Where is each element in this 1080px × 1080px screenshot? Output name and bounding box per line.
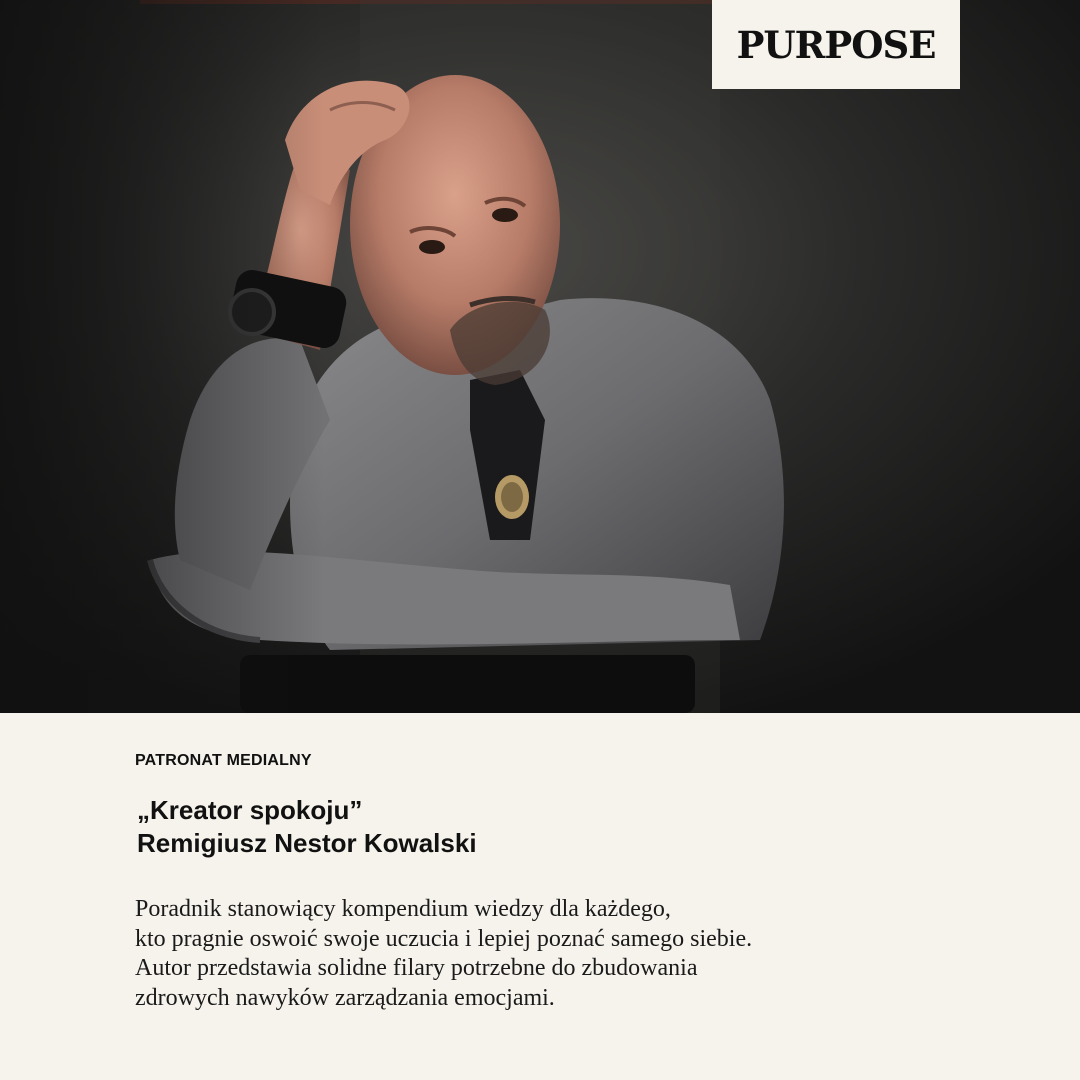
title-block (137, 794, 477, 860)
brand-logo: PURPOSE (736, 22, 936, 67)
author-name: Remigiusz Nestor Kowalski (137, 828, 477, 858)
description-line: kto pragnie oswoić swoje uczucia i lepiej poznać samego siebie. (135, 925, 753, 952)
book-title: „Kreator spokoju” (137, 795, 363, 825)
description-line: zdrowych nawyków zarządzania emocjami. (135, 984, 555, 1011)
brand-logo-box (712, 0, 960, 89)
description-line: Autor przedstawia solidne filary potrzebne do zbudowania (135, 955, 698, 981)
description-line: Poradnik stanowiący kompendium wiedzy dla każdego, (135, 896, 671, 922)
description (135, 895, 995, 1013)
kicker-label: PATRONAT MEDIALNY (135, 752, 312, 769)
